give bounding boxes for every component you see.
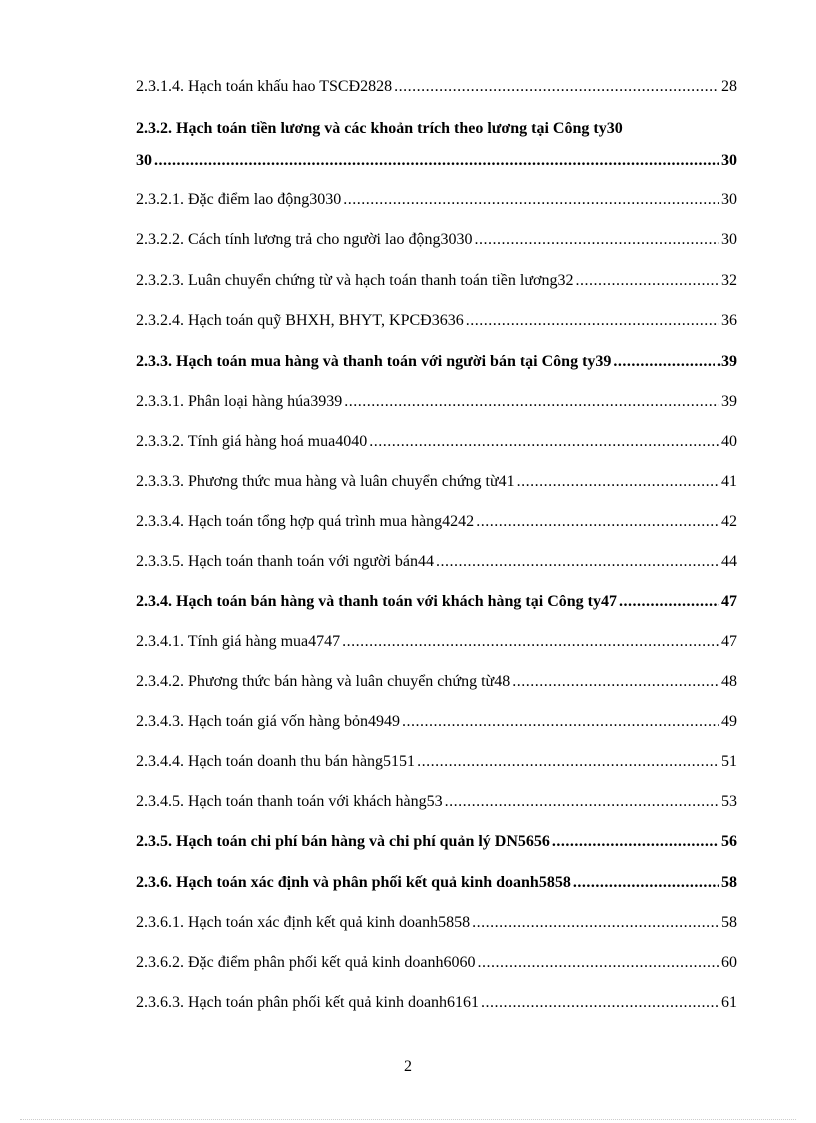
toc-dot-leader [369, 432, 719, 452]
toc-entry-page: 47 [721, 593, 737, 610]
toc-dot-leader [619, 592, 719, 612]
toc-entry[interactable] [136, 953, 737, 973]
toc-entry-title: 2.3.1.4. Hạch toán khấu hao TSCĐ2828 [136, 78, 393, 95]
toc-entry-title: 2.3.6.3. Hạch toán phân phối kết quả kinh doanh6161 [136, 994, 480, 1011]
toc-entry[interactable] [136, 913, 737, 933]
toc-entry-page: 42 [721, 513, 737, 530]
page-bottom-divider [20, 1119, 796, 1120]
toc-entry-page: 53 [721, 793, 737, 810]
toc-entry-title: 2.3.3.2. Tính giá hàng hoá mua4040 [136, 433, 368, 450]
toc-entry[interactable] [136, 311, 737, 331]
toc-entry-title: 2.3.3. Hạch toán mua hàng và thanh toán với người bán tại Công ty39 [136, 353, 612, 370]
toc-entry-page: .39 [717, 353, 737, 370]
toc-dot-leader [478, 953, 720, 973]
toc-entry-page: 30 [721, 191, 737, 208]
toc-dot-leader [476, 512, 719, 532]
toc-entry-title: 2.3.3.1. Phân loại hàng húa3939 [136, 393, 343, 410]
toc-entry[interactable] [136, 832, 737, 852]
page-number: 2 [404, 1058, 412, 1075]
toc-entry-title: 2.3.3.5. Hạch toán thanh toán với người bán44 [136, 553, 434, 570]
toc-entry-page: 47 [721, 633, 737, 650]
toc-entry[interactable] [136, 873, 737, 893]
toc-entry-page: 49 [721, 713, 737, 730]
toc-entry-title: 2.3.6.1. Hạch toán xác định kết quả kinh doanh5858 [136, 914, 471, 931]
toc-dot-leader [472, 913, 719, 933]
toc-entry-title: 30 [136, 152, 152, 169]
toc-entry-page: 30 [721, 231, 737, 248]
toc-entry-page: 36 [721, 312, 737, 329]
toc-entry[interactable] [136, 512, 737, 532]
toc-entry-page: 61 [721, 994, 737, 1011]
toc-dot-leader [573, 873, 719, 893]
toc-dot-leader [481, 993, 719, 1013]
toc-dot-leader [512, 672, 719, 692]
toc-entry-title: 2.3.2.1. Đặc điểm lao động3030 [136, 191, 342, 208]
toc-entry-title: 2.3.3.4. Hạch toán tổng hợp quá trình mua hàng4242 [136, 513, 475, 530]
toc-entry-page: 40 [721, 433, 737, 450]
toc-entry[interactable] [136, 230, 737, 250]
toc-entry-page: 39 [721, 393, 737, 410]
toc-entry-page: 48 [721, 673, 737, 690]
toc-entry-title: 2.3.2. Hạch toán tiền lương và các khoản trích theo lương tại Công ty30 [136, 120, 623, 137]
toc-dot-leader [474, 230, 719, 250]
toc-entry-page: 58 [721, 874, 737, 891]
toc-entry-page: 28 [721, 78, 737, 95]
toc-entry-title: 2.3.2.2. Cách tính lương trả cho người lao động3030 [136, 231, 473, 248]
toc-entry-title: 2.3.4.1. Tính giá hàng mua4747 [136, 633, 341, 650]
toc-entry-title: 2.3.4.4. Hạch toán doanh thu bán hàng5151 [136, 753, 416, 770]
toc-entry[interactable] [136, 151, 737, 171]
toc-entry-page: 51 [721, 753, 737, 770]
toc-entry[interactable] [136, 190, 737, 210]
toc-entry[interactable] [136, 432, 737, 452]
toc-entry-page: 60 [721, 954, 737, 971]
toc-dot-leader [552, 832, 719, 852]
toc-entry[interactable] [136, 119, 737, 139]
toc-entry-page: 44 [721, 553, 737, 570]
toc-dot-leader [402, 712, 719, 732]
toc-entry-title: 2.3.3.3. Phương thức mua hàng và luân chuyển chứng từ41 [136, 473, 515, 490]
toc-dot-leader [613, 352, 715, 372]
toc-dot-leader [417, 752, 719, 772]
toc-entry[interactable] [136, 352, 737, 372]
toc-entry[interactable] [136, 271, 737, 291]
toc-entry-title: 2.3.4.5. Hạch toán thanh toán với khách hàng53 [136, 793, 443, 810]
toc-entry-page: 41 [721, 473, 737, 490]
toc-dot-leader [445, 792, 719, 812]
toc-entry[interactable] [136, 993, 737, 1013]
toc-entry-title: 2.3.5. Hạch toán chi phí bán hàng và chi phí quản lý DN5656 [136, 833, 550, 850]
toc-entry-title: 2.3.2.3. Luân chuyển chứng từ và hạch toán thanh toán tiền lương32 [136, 272, 574, 289]
toc-dot-leader [154, 151, 719, 171]
toc-dot-leader [575, 271, 719, 291]
toc-entry-page: 32 [721, 272, 737, 289]
toc-entry[interactable] [136, 672, 737, 692]
toc-entry[interactable] [136, 592, 737, 612]
toc-entry[interactable] [136, 712, 737, 732]
toc-entry[interactable] [136, 472, 737, 492]
toc-entry-page: 58 [721, 914, 737, 931]
toc-entry-title: 2.3.4.3. Hạch toán giá vốn hàng bỏn4949 [136, 713, 400, 730]
toc-entry-title: 2.3.6.2. Đặc điểm phân phối kết quả kinh doanh6060 [136, 954, 476, 971]
toc-dot-leader [436, 552, 719, 572]
toc-entry-page: 56 [721, 833, 737, 850]
toc-entry[interactable] [136, 752, 737, 772]
toc-dot-leader [466, 311, 719, 331]
toc-dot-leader [344, 392, 719, 412]
toc-entry[interactable] [136, 77, 737, 97]
toc-entry-page: 30 [721, 152, 737, 169]
toc-entry-title: 2.3.4. Hạch toán bán hàng và thanh toán với khách hàng tại Công ty47 [136, 593, 617, 610]
toc-entry[interactable] [136, 552, 737, 572]
toc-entry[interactable] [136, 632, 737, 652]
toc-dot-leader [343, 190, 719, 210]
toc-entry-title: 2.3.2.4. Hạch toán quỹ BHXH, BHYT, KPCĐ3636 [136, 312, 464, 329]
toc-dot-leader [394, 77, 719, 97]
toc-dot-leader [517, 472, 719, 492]
toc-entry[interactable] [136, 792, 737, 812]
toc-entry-title: 2.3.6. Hạch toán xác định và phân phối kết quả kinh doanh5858 [136, 874, 571, 891]
toc-entry[interactable] [136, 392, 737, 412]
toc-dot-leader [342, 632, 719, 652]
toc-entry-title: 2.3.4.2. Phương thức bán hàng và luân chuyển chứng từ48 [136, 673, 511, 690]
